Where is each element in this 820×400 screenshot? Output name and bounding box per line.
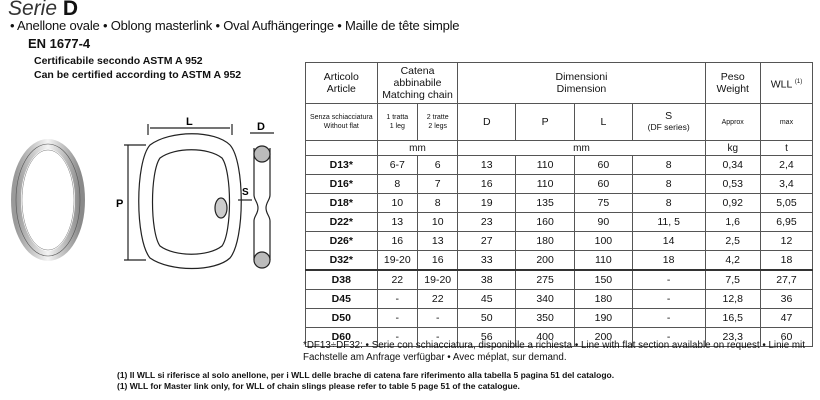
cell-t: 47 xyxy=(760,309,812,328)
col-dimension-header xyxy=(458,63,705,104)
sub-1leg-it: 1 tratta xyxy=(386,114,409,121)
table-body xyxy=(306,156,813,347)
cell-code: D26* xyxy=(306,232,378,251)
cell-s: 8 xyxy=(632,175,705,194)
cell-t: 27,7 xyxy=(760,270,812,290)
col-matching-label: Matching chain xyxy=(382,89,453,101)
sub-1leg xyxy=(377,104,417,141)
col-articolo-label: Articolo xyxy=(323,71,359,83)
dim-label-s: S xyxy=(242,187,249,198)
cell-t: 18 xyxy=(760,251,812,271)
cell-leg2: - xyxy=(418,309,458,328)
sub-2leg xyxy=(418,104,458,141)
cell-l: 60 xyxy=(575,156,633,175)
sub-s xyxy=(632,104,705,141)
table-row xyxy=(306,270,813,290)
cell-d: 19 xyxy=(458,194,516,213)
cell-s: - xyxy=(632,290,705,309)
unit-wll: t xyxy=(760,141,812,156)
cell-d: 33 xyxy=(458,251,516,271)
sub-flat xyxy=(306,104,378,141)
cell-kg: 0,34 xyxy=(705,156,760,175)
cell-d: 38 xyxy=(458,270,516,290)
cell-kg: 1,6 xyxy=(705,213,760,232)
cell-l: 180 xyxy=(575,290,633,309)
cell-leg1: - xyxy=(377,309,417,328)
wll-footnote-en: (1) WLL for Master link only, for WLL of chain slings please refer to table 5 page 51 of the catalogue. xyxy=(117,381,520,391)
wll-footnote-it: (1) Il WLL si riferisce al solo anellone, per i WLL delle brache di catena fare riferimento alla tabella 5 pagina 51 del catalogo. xyxy=(117,370,615,380)
cell-l: 190 xyxy=(575,309,633,328)
col-chain-header xyxy=(377,63,458,104)
col-weight-label: Weight xyxy=(716,83,749,95)
cell-d: 50 xyxy=(458,309,516,328)
cell-l: 200 xyxy=(575,328,633,347)
cell-d: 23 xyxy=(458,213,516,232)
cell-l: 150 xyxy=(575,270,633,290)
cell-d: 27 xyxy=(458,232,516,251)
sub-s-label: S xyxy=(665,110,673,122)
cell-leg1: 13 xyxy=(377,213,417,232)
df-footnote-line2: Fachstelle am Anfrage verfügbar • Avec méplat, sur demand. xyxy=(303,352,567,363)
cell-leg1: 16 xyxy=(377,232,417,251)
units-row xyxy=(306,141,813,156)
cell-p: 180 xyxy=(516,232,575,251)
cell-p: 200 xyxy=(516,251,575,271)
unit-chain: mm xyxy=(377,141,458,156)
sub-max: max xyxy=(760,104,812,141)
cell-leg2: 7 xyxy=(418,175,458,194)
cell-d: 56 xyxy=(458,328,516,347)
cell-t: 12 xyxy=(760,232,812,251)
cell-d: 45 xyxy=(458,290,516,309)
cell-leg1: 8 xyxy=(377,175,417,194)
cell-t: 5,05 xyxy=(760,194,812,213)
header-row-main xyxy=(306,63,813,104)
cell-leg1: 10 xyxy=(377,194,417,213)
cell-code: D22* xyxy=(306,213,378,232)
cell-s: 8 xyxy=(632,156,705,175)
cell-leg2: 16 xyxy=(418,251,458,271)
col-catena-label: Catena abbinabile xyxy=(393,65,442,89)
cell-kg: 23,3 xyxy=(705,328,760,347)
cell-leg1: - xyxy=(377,290,417,309)
cell-leg2: 19-20 xyxy=(418,270,458,290)
masterlink-drawing xyxy=(0,100,300,330)
cell-t: 36 xyxy=(760,290,812,309)
cell-kg: 0,92 xyxy=(705,194,760,213)
cell-leg2: - xyxy=(418,328,458,347)
sub-flat-en: Without flat xyxy=(323,123,359,130)
certification-en: Can be certified according to ASTM A 952 xyxy=(34,69,242,81)
col-wll-label: WLL xyxy=(770,78,792,91)
df-footnote xyxy=(303,340,813,364)
sub-flat-it: Senza schiacciatura xyxy=(309,114,373,121)
dim-label-p: P xyxy=(116,198,124,210)
sub-d: D xyxy=(458,104,516,141)
masterlink-side-view xyxy=(238,133,274,268)
table-row xyxy=(306,213,813,232)
specification-table xyxy=(305,62,813,347)
cell-s: 8 xyxy=(632,194,705,213)
dim-label-l: L xyxy=(186,116,193,128)
cell-code: D60 xyxy=(306,328,378,347)
header-row-sub xyxy=(306,104,813,141)
sub-2leg-it: 2 tratte xyxy=(426,114,449,121)
cell-t: 3,4 xyxy=(760,175,812,194)
col-dimensioni-label: Dimensioni xyxy=(555,71,608,83)
cell-leg2: 10 xyxy=(418,213,458,232)
unit-article xyxy=(306,141,378,156)
cell-p: 110 xyxy=(516,175,575,194)
table-row xyxy=(306,194,813,213)
cell-code: D13* xyxy=(306,156,378,175)
cell-s: 11, 5 xyxy=(632,213,705,232)
dim-label-d: D xyxy=(257,121,265,133)
unit-weight: kg xyxy=(705,141,760,156)
table-row xyxy=(306,309,813,328)
cell-leg2: 13 xyxy=(418,232,458,251)
col-article-label: Article xyxy=(326,83,356,95)
cell-t: 6,95 xyxy=(760,213,812,232)
sub-2leg-en: 2 legs xyxy=(428,123,448,130)
cell-leg1: 19-20 xyxy=(377,251,417,271)
cell-p: 135 xyxy=(516,194,575,213)
cell-p: 340 xyxy=(516,290,575,309)
certification-it: Certificabile secondo ASTM A 952 xyxy=(34,55,203,67)
cell-kg: 7,5 xyxy=(705,270,760,290)
cell-kg: 4,2 xyxy=(705,251,760,271)
col-article-header xyxy=(306,63,378,104)
cell-leg2: 6 xyxy=(418,156,458,175)
col-wll-header xyxy=(760,63,812,104)
cell-leg1: - xyxy=(377,328,417,347)
cell-code: D45 xyxy=(306,290,378,309)
cell-code: D38 xyxy=(306,270,378,290)
table-row xyxy=(306,156,813,175)
cell-p: 275 xyxy=(516,270,575,290)
sub-l: L xyxy=(575,104,633,141)
cell-p: 400 xyxy=(516,328,575,347)
df-footnote-line1: *DF13÷DF32: • Serie con schiacciatura, disponibile a richiesta • Line with flat section available on request • Linie mit xyxy=(303,340,805,351)
cell-kg: 2,5 xyxy=(705,232,760,251)
sub-s-note: (DF series) xyxy=(647,122,690,132)
cell-leg2: 8 xyxy=(418,194,458,213)
cell-kg: 16,5 xyxy=(705,309,760,328)
cell-d: 13 xyxy=(458,156,516,175)
masterlink-3d-view xyxy=(16,144,80,256)
product-names: • Anellone ovale • Oblong masterlink • Oval Aufhängeringe • Maille de tête simple xyxy=(10,18,460,33)
cell-code: D16* xyxy=(306,175,378,194)
unit-dim: mm xyxy=(458,141,705,156)
cell-l: 100 xyxy=(575,232,633,251)
cell-code: D32* xyxy=(306,251,378,271)
masterlink-front-view xyxy=(124,124,241,269)
cell-l: 90 xyxy=(575,213,633,232)
col-dimension-label: Dimension xyxy=(556,83,607,95)
cell-s: - xyxy=(632,270,705,290)
cell-leg1: 6-7 xyxy=(377,156,417,175)
sub-approx: Approx xyxy=(705,104,760,141)
wll-footnote xyxy=(117,370,614,392)
cell-s: 14 xyxy=(632,232,705,251)
cell-code: D18* xyxy=(306,194,378,213)
cell-l: 110 xyxy=(575,251,633,271)
cell-t: 2,4 xyxy=(760,156,812,175)
sub-p: P xyxy=(516,104,575,141)
cell-leg1: 22 xyxy=(377,270,417,290)
cell-kg: 12,8 xyxy=(705,290,760,309)
table-row xyxy=(306,251,813,271)
cell-t: 60 xyxy=(760,328,812,347)
table-row xyxy=(306,175,813,194)
cell-leg2: 22 xyxy=(418,290,458,309)
cell-s: - xyxy=(632,309,705,328)
serie-letter: D xyxy=(62,0,79,20)
table-row xyxy=(306,232,813,251)
col-peso-label: Peso xyxy=(720,71,745,83)
cell-p: 160 xyxy=(516,213,575,232)
cell-p: 350 xyxy=(516,309,575,328)
sub-1leg-en: 1 leg xyxy=(389,123,405,130)
standard-label: EN 1677-4 xyxy=(28,36,91,51)
cell-p: 110 xyxy=(516,156,575,175)
table-row xyxy=(306,290,813,309)
cell-kg: 0,53 xyxy=(705,175,760,194)
col-weight-header xyxy=(705,63,760,104)
col-wll-sup: (1) xyxy=(794,78,803,85)
cell-s: - xyxy=(632,328,705,347)
cell-l: 75 xyxy=(575,194,633,213)
cell-d: 16 xyxy=(458,175,516,194)
cell-s: 18 xyxy=(632,251,705,271)
cell-l: 60 xyxy=(575,175,633,194)
serie-word: Serie xyxy=(8,0,58,20)
cell-code: D50 xyxy=(306,309,378,328)
